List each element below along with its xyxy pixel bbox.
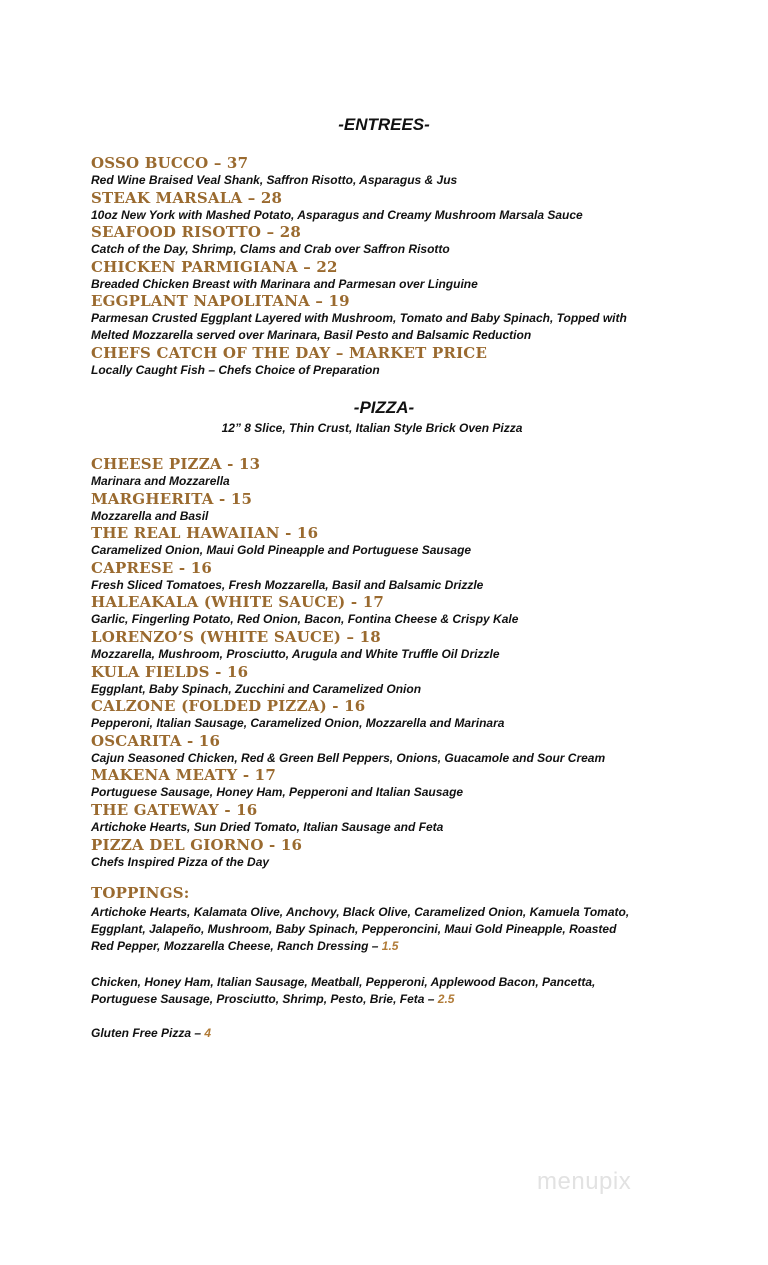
menu-item bbox=[91, 490, 751, 525]
menu-item bbox=[91, 732, 751, 767]
entrees-list bbox=[91, 154, 751, 378]
gluten-free-price: 4 bbox=[204, 1026, 212, 1040]
item-name: CAPRESE - 16 bbox=[91, 558, 212, 577]
item-name: HALEAKALA (WHITE SAUCE) - 17 bbox=[91, 593, 385, 612]
item-description: Catch of the Day, Shrimp, Clams and Crab over Saffron Risotto bbox=[91, 242, 450, 257]
item-description: Cajun Seasoned Chicken, Red & Green Bell Peppers, Onions, Guacamole and Sour Cream bbox=[91, 750, 606, 765]
entrees-title: -ENTREES- bbox=[338, 115, 430, 134]
menu-item bbox=[91, 766, 751, 801]
item-description: Mozzarella, Mushroom, Prosciutto, Arugula and White Truffle Oil Drizzle bbox=[91, 646, 500, 661]
item-name: MARGHERITA - 15 bbox=[91, 489, 253, 508]
item-description: Marinara and Mozzarella bbox=[91, 474, 230, 488]
toppings-group-1-text: Artichoke Hearts, Kalamata Olive, Anchovy, Black Olive, Caramelized Onion, Kamuela Tomato, Eggplant, Jalapeño, Mushroom, Baby Spinach, Pepperoncini, Maui Gold Pineapple, Roasted Red Pepper, Mozzarella Cheese, Ranch Dressing – bbox=[91, 905, 630, 953]
item-description: Parmesan Crusted Eggplant Layered with Mushroom, Tomato and Baby Spinach, Topped with Melted Mozzarella served over Marinara, Basil Pesto and Balsamic Reduction bbox=[91, 311, 627, 342]
item-description: Red Wine Braised Veal Shank, Saffron Risotto, Asparagus & Jus bbox=[91, 173, 458, 187]
item-description: Eggplant, Baby Spinach, Zucchini and Caramelized Onion bbox=[91, 681, 422, 696]
toppings-group-1-price: 1.5 bbox=[381, 939, 399, 953]
menu-item bbox=[91, 154, 751, 189]
item-name: OSSO BUCCO – 37 bbox=[91, 154, 249, 172]
item-description: Locally Caught Fish – Chefs Choice of Preparation bbox=[91, 362, 380, 377]
item-name: THE GATEWAY - 16 bbox=[91, 800, 258, 819]
toppings-group-2-text: Chicken, Honey Ham, Italian Sausage, Meatball, Pepperoni, Applewood Bacon, Pancetta, Portuguese Sausage, Prosciutto, Shrimp, Pesto, Brie, Feta – bbox=[91, 975, 596, 1006]
menu-item bbox=[91, 559, 751, 594]
menu-item bbox=[91, 836, 751, 871]
item-name: KULA FIELDS - 16 bbox=[91, 662, 249, 681]
item-description: Chefs Inspired Pizza of the Day bbox=[91, 854, 270, 869]
item-description: Pepperoni, Italian Sausage, Caramelized Onion, Mozzarella and Marinara bbox=[91, 716, 505, 731]
menu-item bbox=[91, 628, 751, 663]
item-description: Portuguese Sausage, Honey Ham, Pepperoni and Italian Sausage bbox=[91, 785, 464, 800]
item-name: CHEFS CATCH OF THE DAY – MARKET PRICE bbox=[91, 343, 488, 362]
item-description: Fresh Sliced Tomatoes, Fresh Mozzarella, Basil and Balsamic Drizzle bbox=[91, 577, 484, 592]
item-name: CALZONE (FOLDED PIZZA) - 16 bbox=[91, 697, 366, 716]
toppings-section bbox=[91, 884, 751, 1042]
toppings-group-1 bbox=[91, 904, 641, 955]
watermark-logo: menupix bbox=[537, 1168, 632, 1195]
item-name: SEAFOOD RISOTTO – 28 bbox=[91, 223, 301, 242]
item-name: OSCARITA - 16 bbox=[91, 731, 221, 750]
item-name: EGGPLANT NAPOLITANA – 19 bbox=[91, 292, 350, 311]
menu-item bbox=[91, 258, 751, 293]
item-name: MAKENA MEATY - 17 bbox=[91, 766, 276, 785]
item-description: 10oz New York with Mashed Potato, Asparagus and Creamy Mushroom Marsala Sauce bbox=[91, 207, 583, 222]
menu-item bbox=[91, 292, 751, 343]
menu-item bbox=[91, 455, 751, 490]
item-name: LORENZO’S (WHITE SAUCE) – 18 bbox=[91, 627, 381, 646]
gluten-free-note bbox=[91, 1025, 751, 1042]
pizza-list bbox=[91, 455, 751, 870]
item-description: Mozzarella and Basil bbox=[91, 508, 209, 523]
item-name: CHEESE PIZZA - 13 bbox=[91, 455, 261, 473]
menu-item bbox=[91, 663, 751, 698]
item-description: Garlic, Fingerling Potato, Red Onion, Bacon, Fontina Cheese & Crispy Kale bbox=[91, 612, 519, 627]
item-name: THE REAL HAWAIIAN - 16 bbox=[91, 524, 319, 543]
menu-item bbox=[91, 344, 751, 379]
item-description: Breaded Chicken Breast with Marinara and Parmesan over Linguine bbox=[91, 276, 478, 291]
item-name: STEAK MARSALA – 28 bbox=[91, 188, 283, 207]
pizza-subtitle: 12” 8 Slice, Thin Crust, Italian Style Brick Oven Pizza bbox=[221, 421, 523, 435]
item-name: CHICKEN PARMIGIANA – 22 bbox=[91, 257, 338, 276]
item-name: PIZZA DEL GIORNO - 16 bbox=[91, 835, 303, 854]
menu-item bbox=[91, 524, 751, 559]
item-description: Caramelized Onion, Maui Gold Pineapple and Portuguese Sausage bbox=[91, 543, 472, 558]
menu-item bbox=[91, 189, 751, 224]
menu-item bbox=[91, 801, 751, 836]
menu-item bbox=[91, 593, 751, 628]
gluten-free-text: Gluten Free Pizza – bbox=[91, 1026, 205, 1040]
item-description: Artichoke Hearts, Sun Dried Tomato, Italian Sausage and Feta bbox=[91, 819, 444, 834]
menu-item bbox=[91, 223, 751, 258]
menu-item bbox=[91, 697, 751, 732]
pizza-title: -PIZZA- bbox=[353, 398, 415, 417]
toppings-group-2-price: 2.5 bbox=[437, 992, 455, 1006]
toppings-title: TOPPINGS: bbox=[91, 884, 190, 902]
toppings-group-2 bbox=[91, 974, 611, 1008]
